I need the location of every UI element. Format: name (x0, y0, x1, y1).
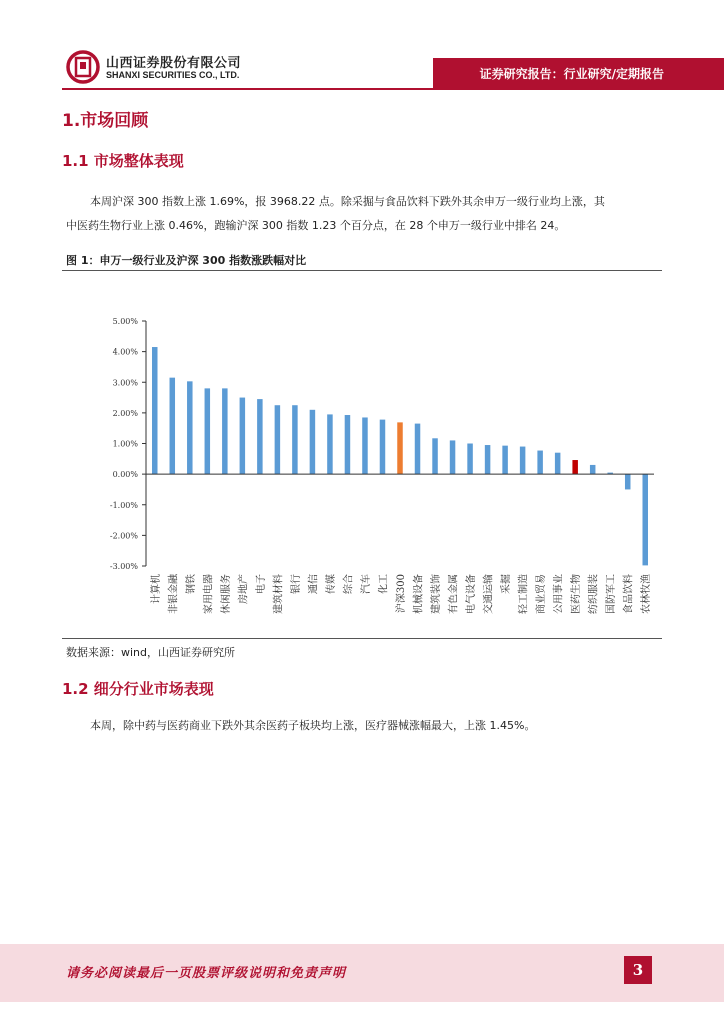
bar (292, 405, 298, 474)
y-tick-label: -3.00% (109, 562, 138, 571)
bar (187, 381, 193, 474)
bar (362, 417, 368, 474)
y-tick-label: 1.00% (112, 439, 138, 449)
bar (467, 444, 473, 475)
figure-title: 图 1：申万一级行业及沪深 300 指数涨跌幅对比 (66, 254, 307, 267)
market-summary-paragraph (66, 190, 664, 238)
bar (485, 445, 491, 474)
x-tick-label: 银行 (290, 574, 302, 594)
bar (572, 460, 578, 474)
x-tick-label: 医药生物 (571, 574, 583, 614)
y-tick-label: 4.00% (112, 347, 138, 357)
x-tick-label: 综合 (343, 574, 355, 594)
bar (345, 415, 351, 474)
company-name-cn: 山西证券股份有限公司 (106, 56, 242, 71)
bar (240, 398, 246, 475)
x-tick-label: 家用电器 (203, 574, 215, 614)
x-tick-label: 公用事业 (553, 574, 565, 614)
figure-bottom-rule (62, 638, 662, 639)
x-tick-label: 休闲服务 (220, 574, 232, 614)
x-tick-label: 机械设备 (413, 574, 425, 614)
x-tick-label: 电气设备 (466, 574, 478, 614)
x-tick-label: 交通运输 (483, 574, 495, 614)
company-name-en: SHANXI SECURITIES CO., LTD. (106, 70, 240, 80)
x-tick-label: 建筑材料 (273, 574, 285, 614)
section-title: 1.市场回顾 (62, 111, 149, 131)
bar (222, 388, 228, 474)
bar (502, 446, 508, 474)
x-tick-label: 汽车 (360, 574, 372, 594)
bar (625, 474, 631, 489)
y-tick-label: -2.00% (109, 531, 138, 541)
bar (520, 447, 526, 475)
y-axis-ticks (110, 317, 146, 571)
footer-disclaimer: 请务必阅读最后一页股票评级说明和免责声明 (66, 966, 347, 981)
x-tick-label: 采掘 (501, 574, 513, 594)
bar (257, 399, 263, 474)
x-tick-label: 钢铁 (185, 574, 197, 594)
y-tick-label: 3.00% (112, 378, 138, 388)
x-tick-label: 非银金融 (168, 574, 180, 614)
company-logo (66, 50, 276, 86)
bar (642, 474, 648, 565)
x-tick-label: 纺织服装 (588, 574, 600, 614)
subsection-title-1-2: 1.2 细分行业市场表现 (62, 680, 214, 698)
y-tick-label: 2.00% (112, 408, 138, 418)
x-tick-label: 化工 (378, 574, 390, 594)
sub-industry-paragraph: 本周，除中药与医药商业下跌外其余医药子板块均上涨，医疗器械涨幅最大，上涨 1.45%。 (90, 719, 536, 732)
x-tick-label: 房地产 (238, 574, 250, 604)
x-tick-label: 传媒 (325, 574, 337, 594)
x-tick-label: 计算机 (150, 574, 162, 604)
market-summary-line-1: 本周沪深 300 指数上涨 1.69%，报 3968.22 点。除采掘与食品饮料下跌外其余申万一级行业均上涨，其 (90, 195, 605, 208)
bar (450, 440, 456, 474)
x-tick-label: 国防军工 (606, 574, 618, 614)
bars (152, 347, 648, 565)
x-tick-label: 商业贸易 (536, 574, 548, 614)
bar (415, 424, 421, 475)
figure-top-rule (62, 270, 662, 271)
bar (170, 378, 176, 474)
y-tick-label: 0.00% (112, 470, 138, 480)
page-number: 3 (624, 956, 652, 984)
bar (397, 422, 403, 474)
x-tick-label: 农林牧渔 (641, 574, 653, 614)
company-logo-icon (66, 50, 100, 84)
bar (205, 388, 211, 474)
x-tick-label: 食品饮料 (623, 574, 635, 614)
x-tick-label: 电子 (255, 574, 267, 594)
x-tick-label: 沪深300 (396, 574, 407, 614)
industry-change-bar-chart (62, 272, 662, 636)
bar (275, 405, 281, 474)
report-type: 证券研究报告：行业研究/定期报告 (479, 67, 664, 81)
data-source: 数据来源：wind，山西证券研究所 (66, 646, 236, 659)
bar (432, 438, 438, 474)
header-banner (433, 58, 724, 88)
x-tick-label: 有色金属 (448, 574, 460, 614)
bar (380, 420, 386, 475)
bar (590, 465, 596, 474)
x-tick-label: 通信 (308, 574, 320, 594)
y-tick-label: 5.00% (112, 317, 138, 326)
header-divider (62, 88, 724, 90)
subsection-title-1-1: 1.1 市场整体表现 (62, 152, 184, 170)
y-tick-label: -1.00% (109, 500, 138, 510)
market-summary-line-2: 中医药生物行业上涨 0.46%，跑输沪深 300 指数 1.23 个百分点，在 28 个申万一级行业中排名 24。 (66, 219, 566, 232)
x-tick-label: 建筑装饰 (431, 574, 443, 614)
bar (537, 451, 543, 475)
x-axis-labels (149, 573, 652, 614)
bar (310, 410, 316, 474)
bar (152, 347, 158, 474)
bar (327, 414, 333, 474)
bar (555, 453, 561, 474)
x-tick-label: 轻工制造 (518, 574, 530, 614)
